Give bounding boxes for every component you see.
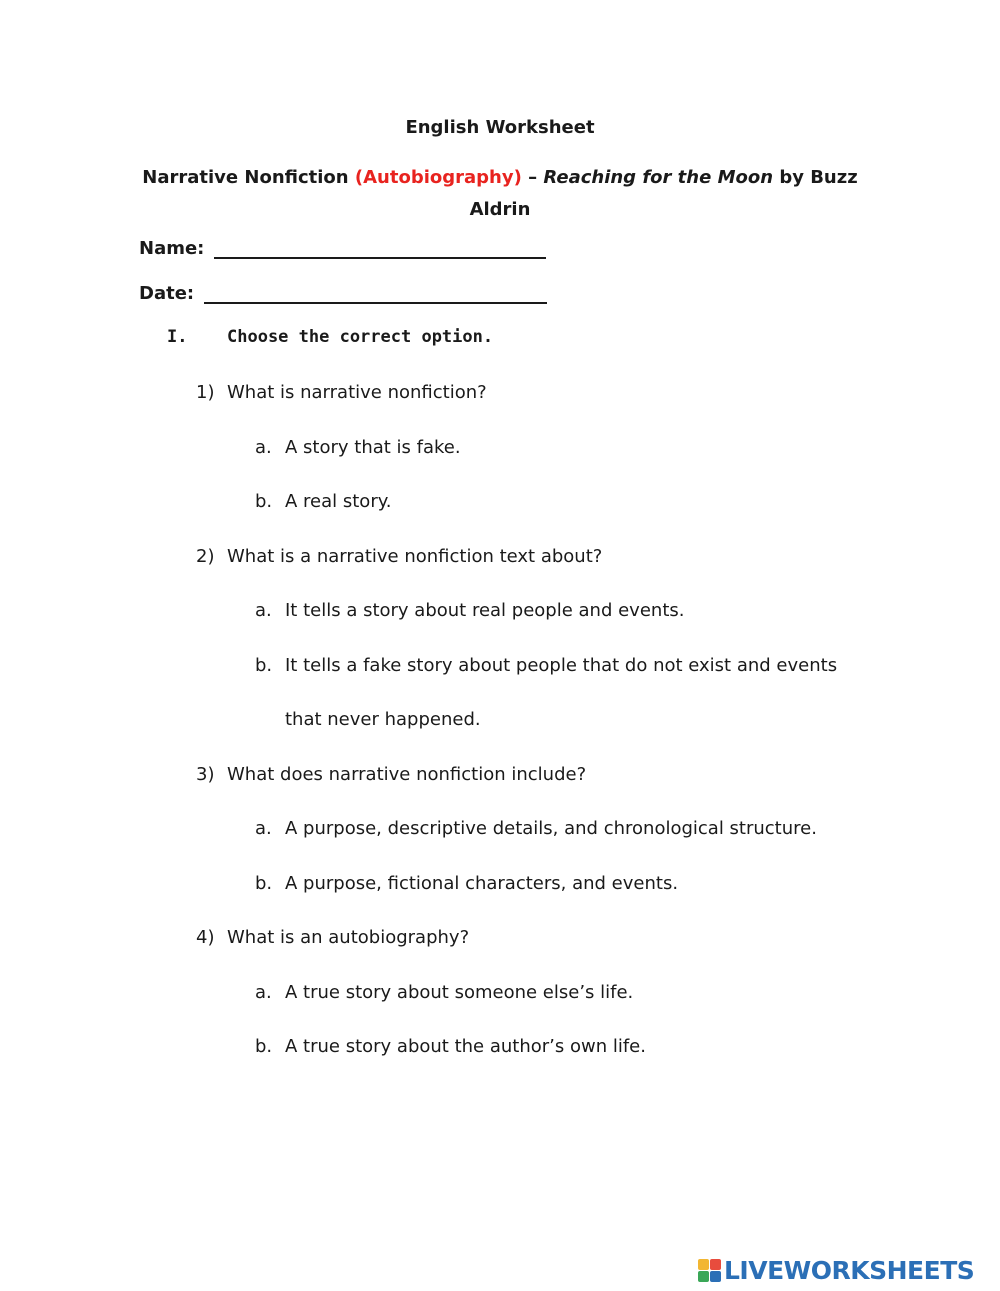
date-label: Date: [139,283,195,304]
question-3 [196,764,586,785]
option-letter: b. [255,491,273,512]
section-number: I. [167,327,188,347]
question-4-option-a[interactable] [255,982,633,1003]
option-text: It tells a story about real people and events. [285,600,685,621]
logo-block [698,1259,709,1270]
question-1-option-b[interactable] [255,491,392,512]
question-2-option-b[interactable] [255,655,837,676]
name-input-line[interactable] [214,239,546,259]
question-3-option-b[interactable] [255,873,678,894]
question-number: 2) [196,546,215,567]
by-line: by Buzz [779,167,858,188]
question-1 [196,382,487,403]
option-letter: a. [255,818,272,839]
worksheet-subtitle [140,162,860,226]
option-letter: a. [255,982,272,1003]
option-text: A real story. [285,491,392,512]
date-input-line[interactable] [204,284,547,304]
question-2-option-b-continuation: that never happened. [285,709,481,730]
option-text: A purpose, descriptive details, and chronological structure. [285,818,817,839]
subtitle-dash: – [528,167,538,188]
author-last-name: Aldrin [469,199,531,220]
worksheet-title: English Worksheet [405,117,595,138]
question-2 [196,546,602,567]
option-letter: b. [255,655,273,676]
logo-wordmark: LIVEWORKSHEETS [724,1256,975,1285]
option-letter: b. [255,873,273,894]
option-letter: b. [255,1036,273,1057]
question-3-option-a[interactable] [255,818,817,839]
question-text: What is narrative nonfiction? [227,382,487,403]
question-4-option-b[interactable] [255,1036,646,1057]
logo-block [710,1259,721,1270]
section-instruction: Choose the correct option. [227,327,494,347]
question-number: 1) [196,382,215,403]
option-text: A purpose, fictional characters, and events. [285,873,679,894]
option-letter: a. [255,437,272,458]
name-field [139,238,546,259]
question-number: 3) [196,764,215,785]
section-heading [167,327,493,347]
option-text: A true story about someone else’s life. [285,982,634,1003]
logo-block [710,1271,721,1282]
option-text: It tells a fake story about people that do not exist and events [285,655,838,676]
question-2-option-a[interactable] [255,600,684,621]
liveworksheets-logo [698,1256,974,1285]
date-field [139,283,547,304]
question-text: What does narrative nonfiction include? [227,764,587,785]
question-4 [196,927,469,948]
option-text: A true story about the author’s own life. [285,1036,646,1057]
question-text: What is an autobiography? [227,927,470,948]
subtitle-prefix: Narrative Nonfiction [142,167,349,188]
logo-block [698,1271,709,1282]
name-label: Name: [139,238,205,259]
question-text: What is a narrative nonfiction text about? [227,546,603,567]
genre-label: (Autobiography) [354,167,522,188]
option-letter: a. [255,600,272,621]
logo-blocks-icon [698,1259,721,1282]
question-1-option-a[interactable] [255,437,461,458]
question-number: 4) [196,927,215,948]
option-text: A story that is fake. [285,437,461,458]
book-title: Reaching for the Moon [543,167,774,188]
